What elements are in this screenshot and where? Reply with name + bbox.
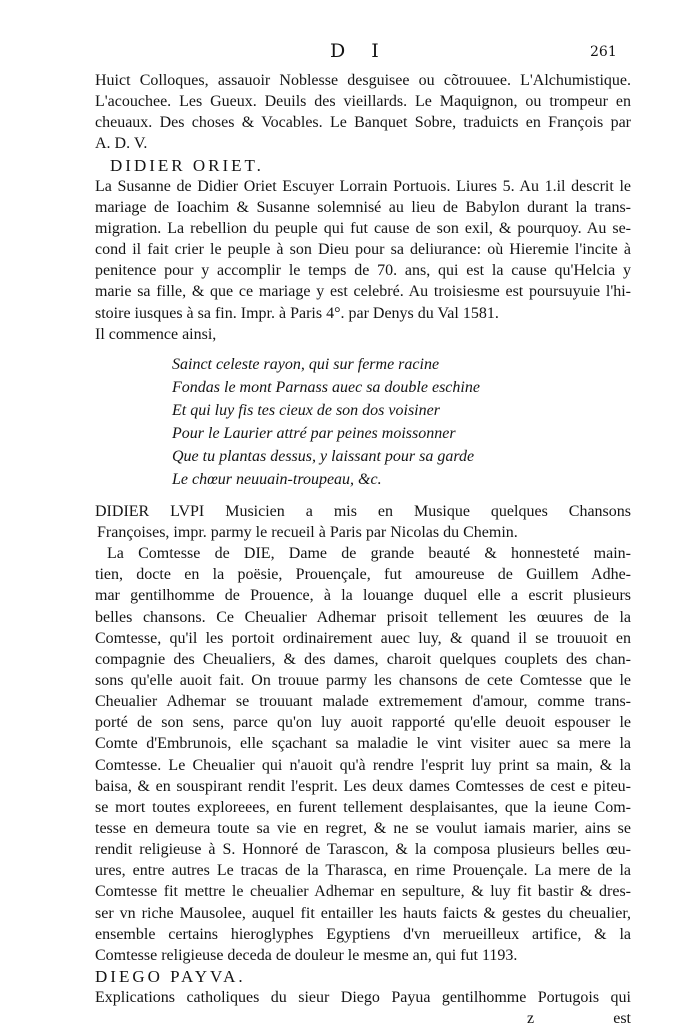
verse-line: Et qui luy fis tes cieux de son dos voisiner [172, 401, 440, 419]
text-line: La Susanne de Didier Oriet Escuyer Lorrain Portuois. Liures 5. Au 1.il descrit le [95, 177, 631, 195]
page-header [0, 40, 696, 66]
verse-line: Le chœur neuuain-troupeau, &c. [172, 470, 382, 488]
text-line: stoire iusques à sa fin. Impr. à Paris 4°. par Denys du Val 1581. [95, 304, 499, 322]
text-line: A. D. V. [95, 135, 148, 153]
text-line: tien, docte en la poësie, Prouençale, fut amoureuse de Guillem Adhe- [95, 566, 631, 584]
page-number: 261 [590, 44, 617, 60]
verse-line: Sainct celeste rayon, qui sur ferme racine [172, 355, 440, 373]
text-line: rendit religieuse à S. Honnoré de Tarascon, & la composa plusieurs belles œu- [95, 841, 631, 859]
text-line: cheuaux. Des choses & Vocables. Le Banquet Sobre, traduicts en François par [95, 114, 631, 132]
text-line: Comtesse. Le Cheualier qui n'auoit qu'à rendre l'esprit luy print sa main, & la [95, 756, 631, 774]
text-line: Explications catholiques du sieur Diego Payua gentilhomme Portugois qui [95, 989, 631, 1007]
entry-heading-payva: DIEGO PAYVA. [95, 966, 246, 986]
entry-heading-oriet: DIDIER ORIET. [110, 155, 264, 175]
text-line: Huict Colloques, assauoir Noblesse desguisee ou cõtrouuee. L'Alchumistique. [95, 72, 631, 89]
text-line: mar gentilhomme de Prouence, à la louange duquel elle a escrit plusieurs [95, 587, 631, 605]
entry-lupi: DIDIER LVPI Musicien a mis en Musique quelques Chansons [95, 502, 631, 520]
catchword: est [613, 1010, 631, 1028]
text-line: Comtesse religieuse deceda de douleur le mesme an, qui fut 1193. [95, 946, 518, 964]
page-body [95, 70, 631, 1029]
running-head: D I [330, 40, 389, 62]
text-line: Comtesse, qu'il les portoit ordinairement auec luy, & quand il se trouuoit en [95, 629, 631, 647]
text-line: sons qu'elle auoit fait. On trouue parmy les chansons de cete Comtesse que le [95, 671, 631, 689]
text-line: Comtesse fit mettre le cheualier Adhemar en sepulture, & luy fit bastir & dres- [95, 883, 631, 901]
text-line: L'acouchee. Les Gueux. Deuils des vieillards. Le Maquignon, ou trompeur en [95, 93, 631, 111]
entry-die: La Comtesse de DIE, Dame de grande beauté & honnesteté main- [107, 545, 631, 563]
text-line: cond il fait crier le peuple à son Dieu pour sa deliurance: où Hieremie l'incite à [95, 241, 631, 259]
text-line: baisa, & en souspirant rendit l'esprit. Les deux dames Comtesses de cest e piteu- [95, 777, 631, 795]
text-line: Comte d'Embrunois, elle sçachant sa maladie le vint visiter auec sa mere la [95, 735, 631, 753]
verse-line: Fondas le mont Parnass auec sa double eschine [172, 378, 480, 396]
text-line: ensemble certains hieroglyphes Egyptiens d'vn merueilleux artifice, & la [95, 925, 631, 943]
text-line: migration. La rebellion du peuple qui fut cause de son exil, & pourquoy. Au se- [95, 219, 631, 237]
signature-mark: z [527, 1010, 535, 1028]
text-line: Il commence ainsi, [95, 325, 217, 343]
verse-line: Que tu plantas dessus, y laissant pour sa garde [172, 447, 475, 465]
text-line: ser vn riche Mausolee, auquel fit entailler les hauts faicts & gestes du cheualier, [95, 904, 631, 922]
text-line: belles chansons. Ce Cheualier Adhemar prisoit tellement les œuures de la [95, 608, 631, 626]
text-line: penitence pour y accomplir le temps de 70. ans, qui est la cause qu'Helcia y [95, 262, 631, 280]
text-line: compagnie des Cheualiers, & des dames, charoit quelques couplets des chan- [95, 650, 631, 668]
verse-line: Pour le Laurier attré par peines moissonner [172, 424, 456, 442]
text-line: ures, entre autres Le tracas de la Tharasca, en rime Prouençale. La mere de la [95, 862, 631, 880]
text-line: porté de son sens, parce qu'on luy auoit rapporté qu'elle deuoit espouser le [95, 714, 631, 732]
text-line: se mort toutes exploreees, en furent tellement desplaisantes, que la ieune Com- [95, 798, 631, 816]
text-line: marie sa fille, & que ce mariage y est celebré. Au troisiesme est poursuyuie l'hi- [95, 283, 631, 301]
text-line: Françoises, impr. parmy le recueil à Paris par Nicolas du Chemin. [97, 523, 518, 541]
text-line: mariage de Ioachim & Susanne solemnisé au lieu de Babylon durant la trans- [95, 198, 631, 216]
text-line: Cheualier Adhemar se trouuant malade extremement d'amour, comme trans- [95, 693, 631, 711]
text-line: tesse en demeura toute sa vie en regret, & ne se voulut iamais marier, ains se [95, 819, 631, 837]
catchword-line [95, 1008, 631, 1029]
